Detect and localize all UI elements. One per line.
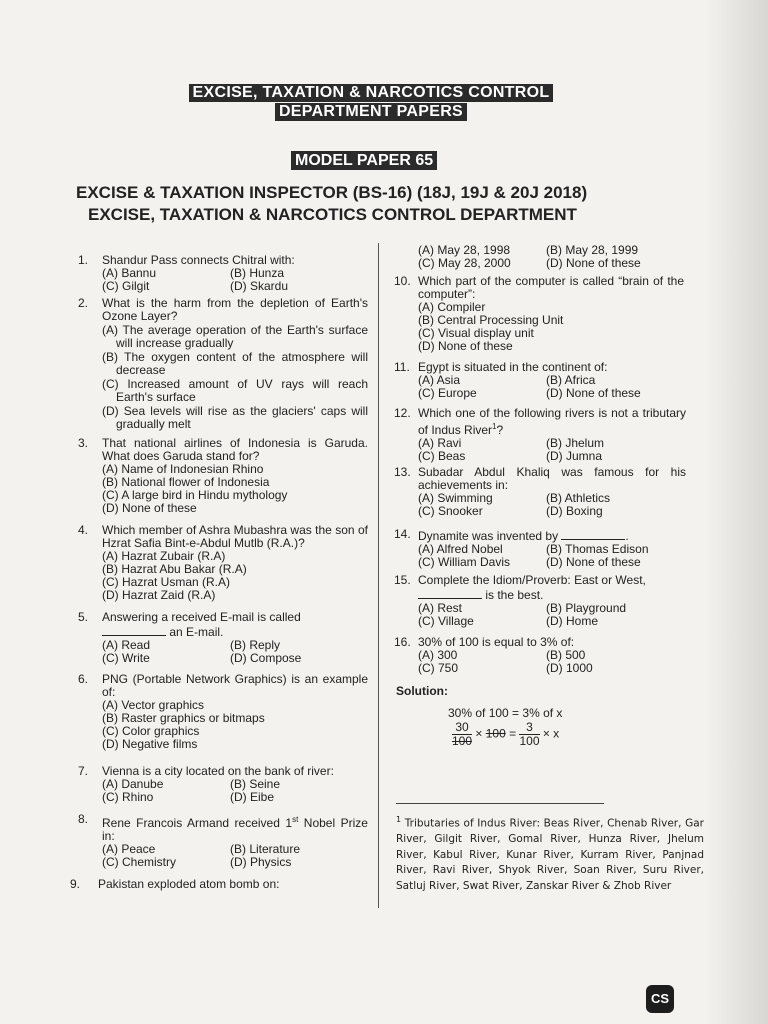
option-d: (D) Home <box>546 614 599 628</box>
option-d: (D) Hazrat Zaid (R.A) <box>102 588 216 602</box>
question-7: 7. Vienna is a city located on the bank of river: (A) Danube (B) Seine (C) Rhino (D) Eibe <box>102 765 368 804</box>
option-a: (A) 300 <box>418 648 458 662</box>
option-a: (A) Compiler <box>418 300 486 314</box>
option-a: (A) Danube <box>102 777 164 791</box>
option-a: (A) Ravi <box>418 436 462 450</box>
option-c: (C) 750 <box>418 661 459 675</box>
option-a: (A) Peace <box>102 842 156 856</box>
question-12: 12. Which one of the following rivers is not a tributary of Indus River$^1$? (A) Ravi (B) Jhelum (C) Beas (D) Jumna <box>418 407 686 463</box>
question-stem: Shandur Pass connects Chitral with: <box>102 253 295 267</box>
options <box>418 543 686 569</box>
question-stem: What is the harm from the depletion of Earth's Ozone Layer? <box>102 296 368 323</box>
option-a: (A) Hazrat Zubair (R.A) <box>102 549 226 563</box>
banner-line-1: EXCISE, TAXATION & NARCOTICS CONTROL <box>189 84 554 102</box>
option-a: (A) May 28, 1998 <box>418 243 511 257</box>
option-d: (D) None of these <box>546 386 641 400</box>
question-stem: 30% of 100 is equal to 3% of: <box>418 635 575 649</box>
model-paper-label: MODEL PAPER 65 <box>291 151 437 170</box>
options <box>418 437 686 463</box>
options <box>102 843 368 869</box>
question-9: 9. Pakistan exploded atom bomb on: <box>98 878 368 891</box>
option-d: (D) None of these <box>418 339 513 353</box>
option-b: (B) Playground <box>546 601 627 615</box>
options <box>102 267 370 293</box>
question-stem: Pakistan exploded atom bomb on: <box>98 877 280 891</box>
question-5: 5. Answering a received E-mail is called an E-mail. (A) Read (B) Reply (C) Write (D) Compose <box>102 611 368 665</box>
option-a: (A) Rest <box>418 601 463 615</box>
option-c: (C) Rhino <box>102 790 154 804</box>
option-d: (D) Eibe <box>230 790 275 804</box>
footnote: $^1$ Tributaries of Indus River: Beas River, Chenab River, Gar River, Gilgit River, Gomal River, Hunza River, Jhelum River, Kabul River, Kunar River, Kurram River, Panjnad River, Ravi River, Shyok River, Soan River, Suru River, Satluj River, Swat River, Zanskar River & Zhob River <box>396 815 704 892</box>
options <box>418 374 684 400</box>
question-8: 8. Rene Francois Armand received 1st Nobel Prize in: (A) Peace (B) Literature (C) Chemistry (D) Physics <box>102 813 368 869</box>
footnote-separator <box>396 803 604 804</box>
banner-line-2: DEPARTMENT PAPERS <box>275 103 467 121</box>
option-b: (B) Reply <box>230 638 281 652</box>
option-c: (C) Europe <box>418 386 477 400</box>
option-c: (C) May 28, 2000 <box>418 256 511 270</box>
question-6: 6. PNG (Portable Network Graphics) is an example of: (A) Vector graphics (B) Raster graphics or bitmaps (C) Color graphics (D) Negative films <box>78 672 368 751</box>
option-d: (D) None of these <box>546 256 641 270</box>
option-d: (D) Jumna <box>546 449 603 463</box>
option-b: (B) Africa <box>546 373 596 387</box>
question-stem: Complete the Idiom/Proverb: East or West, <box>418 573 646 587</box>
option-b: (B) 500 <box>546 648 586 662</box>
option-d: (D) Boxing <box>546 504 603 518</box>
options <box>418 649 694 675</box>
question-stem: Rene Francois Armand received 1st Nobel Prize in: <box>102 815 368 843</box>
question-stem: Dynamite was invented by . <box>418 529 629 543</box>
option-d: (D) Skardu <box>230 279 289 293</box>
department-banner <box>160 84 582 121</box>
option-a: (A) Bannu <box>102 266 157 280</box>
question-9-options <box>418 244 698 270</box>
options <box>102 639 368 665</box>
question-10: 10. Which part of the computer is called “brain of the computer”: (A) Compiler (B) Central Processing Unit (C) Visual display unit (D) None of these <box>394 274 684 353</box>
option-b: (B) Central Processing Unit <box>418 313 564 327</box>
option-c: (C) Visual display unit <box>418 326 534 340</box>
question-stem: Vienna is a city located on the bank of river: <box>102 764 334 778</box>
question-11: 11. Egypt is situated in the continent of: (A) Asia (B) Africa (C) Europe (D) None of these <box>418 361 684 400</box>
option-c: (C) Village <box>418 614 474 628</box>
solution-equation: $\frac{30}{100}$ × 100 = $\frac{3}{100}$ × x <box>452 720 560 748</box>
option-a: (A) Swimming <box>418 491 493 505</box>
answer-blank <box>418 587 482 599</box>
option-b: (B) Raster graphics or bitmaps <box>102 711 265 725</box>
question-stem: Which one of the following rivers is not a tributary of Indus River$^1$? <box>418 406 686 437</box>
option-b: (B) May 28, 1999 <box>546 243 639 257</box>
option-c: (C) William Davis <box>418 555 510 569</box>
option-b: (B) Literature <box>230 842 301 856</box>
question-stem: Which part of the computer is called “brain of the computer”: <box>418 274 684 301</box>
option-b: (B) Athletics <box>546 491 611 505</box>
question-16: 16. 30% of 100 is equal to 3% of: (A) 300 (B) 500 (C) 750 (D) 1000 <box>418 636 694 675</box>
camscanner-logo: CS <box>646 985 674 1013</box>
option-d: (D) Physics <box>230 855 292 869</box>
options <box>418 492 686 518</box>
option-a: (A) The average operation of the Earth's surface will increase gradually <box>102 323 368 350</box>
option-c: (C) Color graphics <box>102 724 200 738</box>
option-d: (D) 1000 <box>546 661 593 675</box>
question-4: 4. Which member of Ashra Mubashra was the son of Hzrat Safia Bint-e-Abdul Mutlb (R.A.)? (A) Hazrat Zubair (R.A) (B) Hazrat Abu Bakar (R.A) (C) Hazrat Usman (R.A) (D) Hazrat Zaid (R.A) <box>78 523 368 602</box>
solution-label: Solution: <box>396 684 448 698</box>
question-stem: PNG (Portable Network Graphics) is an example of: <box>102 672 368 699</box>
question-3: 3. That national airlines of Indonesia is Garuda. What does Garuda stand for? (A) Name of Indonesian Rhino (B) National flower of Indonesia (C) A large bird in Hindu mythology (D) None of these <box>78 436 368 515</box>
option-d: (D) Compose <box>230 651 302 665</box>
options <box>418 602 694 628</box>
option-c: (C) Increased amount of UV rays will reach Earth's surface <box>102 377 368 404</box>
option-c: (C) Beas <box>418 449 466 463</box>
option-a: (A) Alfred Nobel <box>418 542 503 556</box>
answer-blank <box>561 528 625 540</box>
question-stem: That national airlines of Indonesia is Garuda. What does Garuda stand for? <box>102 436 368 463</box>
option-a: (A) Read <box>102 638 151 652</box>
solution-line-1: 30% of 100 = 3% of x <box>448 706 563 720</box>
fraction-2: $\frac{3}{100}$ <box>519 720 540 748</box>
question-stem: Answering a received E-mail is called <box>102 610 301 624</box>
option-d: (D) None of these <box>102 501 197 515</box>
exam-title: EXCISE & TAXATION INSPECTOR (BS-16) (18J, 19J & 20J 2018) <box>76 183 588 202</box>
option-b: (B) The oxygen content of the atmosphere will decrease <box>102 350 368 377</box>
column-divider <box>378 243 379 908</box>
option-b: (B) Thomas Edison <box>546 542 649 556</box>
option-c: (C) Chemistry <box>102 855 176 869</box>
option-d: (D) None of these <box>546 555 641 569</box>
option-d: (D) Sea levels will rise as the glaciers' caps will gradually melt <box>102 404 368 431</box>
question-15: 15. Complete the Idiom/Proverb: East or West, is the best. (A) Rest (B) Playground (C) Village (D) Home <box>418 574 694 628</box>
option-d: (D) Negative films <box>102 737 198 751</box>
answer-blank <box>102 624 166 636</box>
question-stem: Which member of Ashra Mubashra was the son of Hzrat Safia Bint-e-Abdul Mutlb (R.A.)? <box>102 523 368 550</box>
option-c: (C) Write <box>102 651 150 665</box>
fraction-1: $\frac{30}{100}$ <box>452 720 473 748</box>
option-b: (B) Jhelum <box>546 436 605 450</box>
question-2: 2. What is the harm from the depletion of Earth's Ozone Layer? (A) The average operation of the Earth's surface will increase gradually (B) The oxygen content of the atmosphere will decrease (C) Increased amount of UV rays will reach Earth's surface (D) Sea levels will rise as the glaciers' caps will gradually melt <box>78 296 368 431</box>
option-a: (A) Vector graphics <box>102 698 205 712</box>
option-b: (B) National flower of Indonesia <box>102 475 270 489</box>
department-title: EXCISE, TAXATION & NARCOTICS CONTROL DEPARTMENT <box>88 205 577 224</box>
option-b: (B) Hazrat Abu Bakar (R.A) <box>102 562 247 576</box>
question-13: 13. Subadar Abdul Khaliq was famous for his achievements in: (A) Swimming (B) Athletics (C) Snooker (D) Boxing <box>418 466 686 518</box>
question-stem: Egypt is situated in the continent of: <box>418 360 608 374</box>
question-14: 14. Dynamite was invented by . (A) Alfred Nobel (B) Thomas Edison (C) William Davis (D) None of these <box>418 528 686 569</box>
option-b: (B) Seine <box>230 777 281 791</box>
option-a: (A) Name of Indonesian Rhino <box>102 462 264 476</box>
question-1: 1. Shandur Pass connects Chitral with: (A) Bannu (B) Hunza (C) Gilgit (D) Skardu <box>102 254 370 293</box>
option-c: (C) Gilgit <box>102 279 150 293</box>
options <box>102 778 368 804</box>
option-b: (B) Hunza <box>230 266 285 280</box>
option-c: (C) A large bird in Hindu mythology <box>102 488 288 502</box>
question-stem: Subadar Abdul Khaliq was famous for his achievements in: <box>418 465 686 492</box>
option-a: (A) Asia <box>418 373 461 387</box>
option-c: (C) Snooker <box>418 504 483 518</box>
option-c: (C) Hazrat Usman (R.A) <box>102 575 231 589</box>
